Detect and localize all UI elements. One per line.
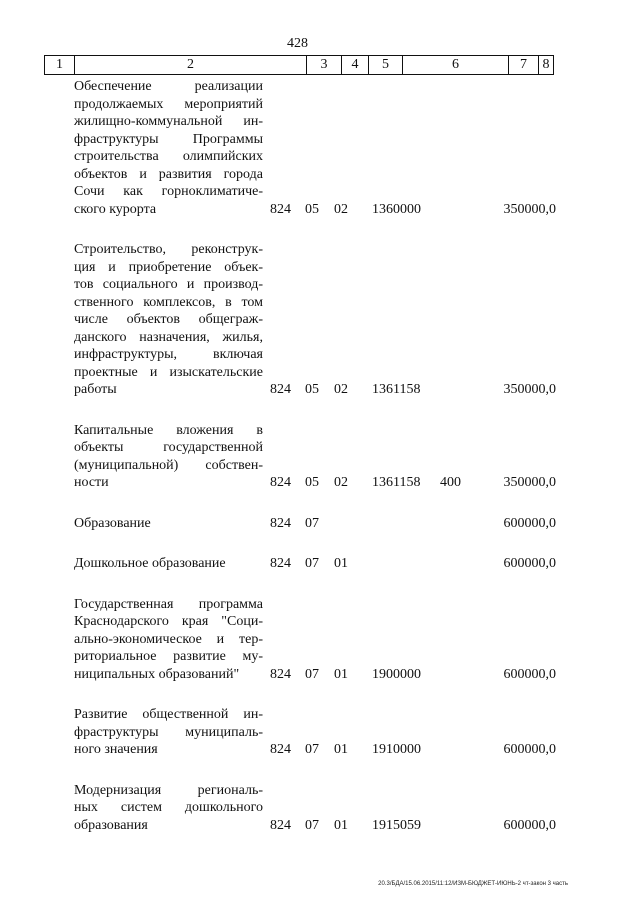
amount: 350000,0 [503, 475, 556, 490]
description-line: ности [74, 475, 109, 490]
description-line: данского назначения, жилья, [74, 329, 263, 345]
admin-code: 824 [270, 382, 291, 397]
target-article-code: 1910000 [372, 742, 421, 757]
subsection-code: 02 [334, 201, 348, 217]
header-col-2: 2 [75, 56, 307, 74]
description-line: Строительство, реконструк- [74, 242, 263, 257]
amount: 350000,0 [503, 201, 556, 217]
row-description [74, 78, 263, 218]
description-line: строительства олимпийских [74, 149, 263, 164]
description-line: проектные и изыскательские [74, 364, 263, 380]
description-line: риториальное развитие му- [74, 649, 263, 664]
subsection-code: 01 [334, 666, 348, 682]
admin-code: 824 [270, 201, 291, 217]
description-line: числе объектов общеграж- [74, 312, 263, 327]
row-description [74, 706, 263, 759]
row-description [74, 555, 263, 573]
amount: 350000,0 [503, 382, 556, 397]
amount: 600000,0 [503, 666, 556, 682]
subsection-code: 01 [334, 817, 348, 833]
subsection-code: 02 [334, 475, 348, 490]
section-code: 07 [305, 742, 319, 757]
amount: 600000,0 [503, 817, 556, 833]
subsection-code: 01 [334, 742, 348, 757]
row-description [74, 782, 263, 835]
description-line: жилищно-коммунальной ин- [74, 114, 263, 129]
table-row [0, 706, 640, 759]
table-row [0, 78, 640, 218]
admin-code: 824 [270, 515, 291, 531]
description-line: Образование [74, 515, 151, 531]
description-line: ально-экономическое и тер- [74, 631, 263, 647]
header-col-1: 1 [45, 56, 75, 74]
section-code: 07 [305, 666, 319, 682]
admin-code: 824 [270, 556, 291, 571]
admin-code: 824 [270, 475, 291, 490]
description-line: фраструктуры муниципаль- [74, 724, 263, 740]
amount: 600000,0 [503, 515, 556, 531]
row-description [74, 596, 263, 684]
description-line: Дошкольное образование [74, 556, 226, 571]
target-article-code: 1361158 [372, 382, 421, 397]
description-line: объектов и развития города [74, 166, 263, 182]
description-line: ных систем дошкольного [74, 800, 263, 815]
target-article-code: 1915059 [372, 817, 421, 833]
table-row [0, 782, 640, 835]
description-line: продолжаемых мероприятий [74, 96, 263, 112]
description-line: ственного комплексов, в том [74, 294, 263, 310]
header-col-8: 8 [542, 57, 550, 72]
header-col-3: 3 [307, 56, 342, 74]
table-row [0, 241, 640, 399]
description-line: Краснодарского края "Соци- [74, 614, 263, 629]
description-line: Капитальные вложения в [74, 422, 263, 438]
row-description [74, 422, 263, 492]
description-line: Обеспечение реализации [74, 79, 263, 94]
table-row [0, 422, 640, 492]
description-line: Модернизация региональ- [74, 782, 263, 798]
row-description [74, 241, 263, 399]
page-number: 428 [287, 36, 308, 51]
description-line: Государственная программа [74, 596, 263, 612]
header-col-7: 7 [509, 56, 539, 74]
description-line: ниципальных образований" [74, 666, 240, 682]
description-line: ция и приобретение объек- [74, 259, 263, 275]
admin-code: 824 [270, 666, 291, 682]
description-line: (муниципальной) собствен- [74, 457, 263, 473]
description-line: инфраструктуры, включая [74, 347, 263, 362]
section-code: 05 [305, 475, 319, 490]
target-article-code: 1360000 [372, 201, 421, 217]
admin-code: 824 [270, 742, 291, 757]
section-code: 07 [305, 817, 319, 833]
target-article-code: 1361158 [372, 475, 421, 490]
section-code: 05 [305, 201, 319, 217]
table-header [44, 55, 554, 75]
table-row [0, 515, 640, 533]
description-line: работы [74, 382, 117, 397]
subsection-code: 02 [334, 382, 348, 397]
header-col-4: 4 [342, 56, 369, 74]
section-code: 07 [305, 515, 319, 531]
amount: 600000,0 [503, 742, 556, 757]
document-footer: 20.3/БДА/15.06.2015/11:12/ИЗМ-БЮДЖЕТ-ИЮНЬ-2 чт-закон 3 часть [378, 881, 568, 887]
subsection-code: 01 [334, 556, 348, 571]
description-line: образования [74, 817, 148, 833]
table-row [0, 596, 640, 684]
row-description [74, 515, 263, 533]
table-row [0, 555, 640, 573]
section-code: 05 [305, 382, 319, 397]
description-line: ского курорта [74, 201, 157, 217]
target-article-code: 1900000 [372, 666, 421, 682]
description-line: ного значения [74, 742, 158, 757]
amount: 600000,0 [503, 556, 556, 571]
description-line: фраструктуры Программы [74, 131, 263, 147]
header-col-5: 5 [369, 56, 403, 74]
expense-type-code: 400 [440, 475, 461, 490]
section-code: 07 [305, 556, 319, 571]
description-line: объекты государственной [74, 440, 263, 455]
header-col-6: 6 [403, 56, 509, 74]
admin-code: 824 [270, 817, 291, 833]
description-line: тов социального и производ- [74, 277, 263, 292]
description-line: Развитие общественной ин- [74, 707, 263, 722]
description-line: Сочи как горноклиматиче- [74, 184, 263, 199]
